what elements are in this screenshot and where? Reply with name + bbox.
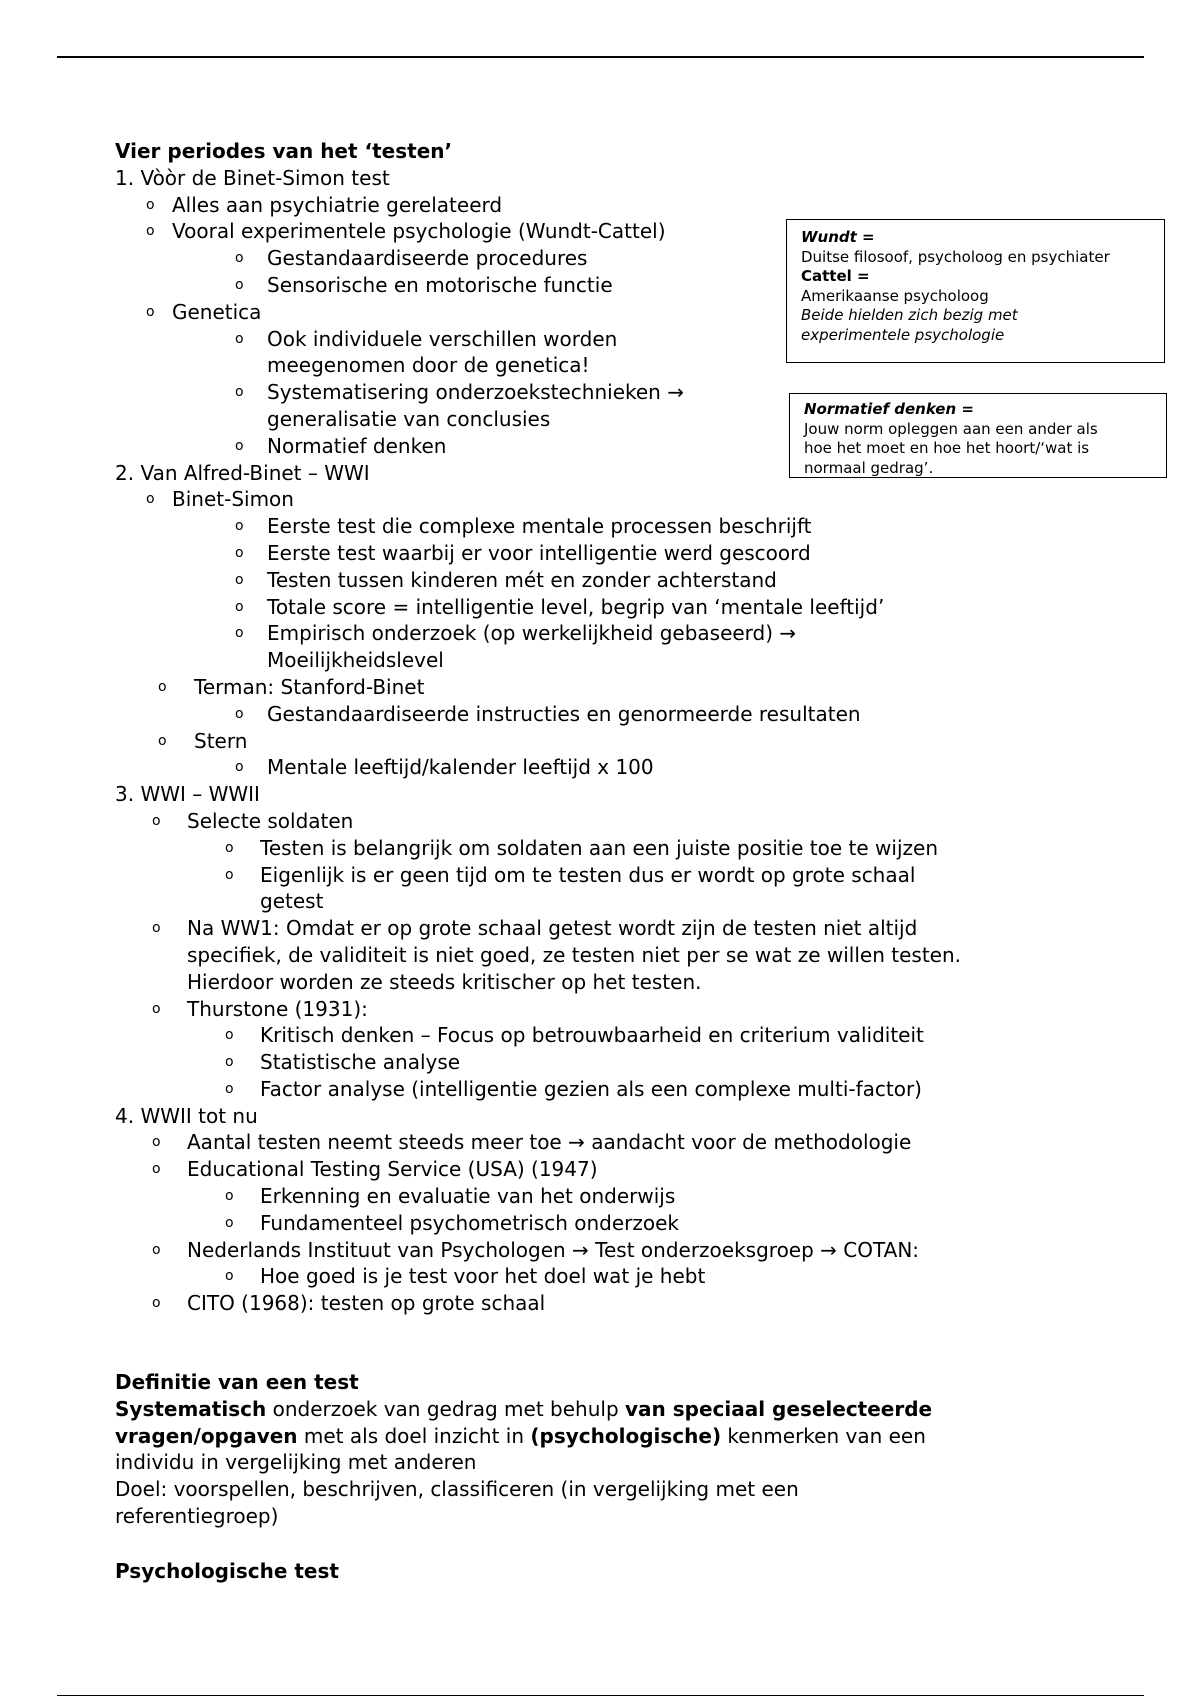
outline-text: Empirisch onderzoek (op werkelijkheid gebaseerd) → <box>267 621 797 646</box>
outline-line <box>115 1076 1041 1103</box>
bullet-circle-icon: o <box>235 250 244 267</box>
outline-text: getest <box>260 889 324 914</box>
bullet-circle-icon: o <box>152 812 161 829</box>
section-heading-periodes: Vier periodes van het ‘testen’ <box>115 139 453 163</box>
outline-text: 3. WWI – WWII <box>115 782 260 807</box>
outline-text: Ook individuele verschillen worden <box>267 326 618 351</box>
outline-text: Nederlands Instituut van Psychologen → Test onderzoeksgroep → COTAN: <box>187 1237 920 1262</box>
bullet-circle-icon: o <box>225 1188 234 1205</box>
bullet-circle-icon: o <box>146 223 155 240</box>
outline-line <box>115 1156 1041 1183</box>
outline-line <box>115 1290 1041 1317</box>
outline-text: CITO (1968): testen op grote schaal <box>187 1291 546 1316</box>
outline-text: Stern <box>194 728 248 753</box>
outline-text: Genetica <box>172 299 262 324</box>
bullet-circle-icon: o <box>146 491 155 508</box>
bullet-circle-icon: o <box>225 1080 234 1097</box>
outline-text: 4. WWII tot nu <box>115 1103 258 1128</box>
note-text-normatief-1: Jouw norm opleggen aan een ander als <box>804 419 1098 438</box>
note-text-normatief-2: hoe het moet en hoe het hoort/‘wat is <box>804 439 1090 457</box>
outline-line <box>115 1022 1041 1049</box>
note-text-both-2: experimentele psychologie <box>801 325 1005 344</box>
header-rule <box>57 56 1144 58</box>
bullet-circle-icon: o <box>235 384 244 401</box>
outline-line <box>115 808 1041 835</box>
outline-line <box>115 1210 1041 1237</box>
outline-text: Normatief denken <box>267 433 447 458</box>
outline-text: 2. Van Alfred-Binet – WWI <box>115 460 370 485</box>
bullet-circle-icon: o <box>158 732 167 749</box>
bullet-circle-icon: o <box>146 196 155 213</box>
outline-line <box>115 1049 1041 1076</box>
outline-line <box>115 620 1041 647</box>
bullet-circle-icon: o <box>235 571 244 588</box>
bullet-circle-icon: o <box>152 1161 161 1178</box>
bullet-circle-icon: o <box>152 1295 161 1312</box>
outline-text: generalisatie van conclusies <box>267 406 551 431</box>
footer-rule <box>57 1695 1144 1696</box>
outline-text: Selecte soldaten <box>187 808 354 833</box>
outline-line <box>115 1237 1041 1264</box>
spacer <box>115 1530 1041 1558</box>
outline-line <box>115 969 1041 996</box>
outline-text: Eerste test die complexe mentale processen beschrijft <box>267 514 812 539</box>
outline-line <box>115 728 1041 755</box>
outline-text: Testen is belangrijk om soldaten aan een juiste positie toe te wijzen <box>260 835 938 860</box>
outline-line <box>115 1263 1041 1290</box>
bullet-circle-icon: o <box>235 544 244 561</box>
outline-line <box>115 1103 1041 1130</box>
bullet-circle-icon: o <box>158 678 167 695</box>
outline-text: Totale score = intelligentie level, begrip van ‘mentale leeftijd’ <box>267 594 885 619</box>
outline-text: Gestandaardiseerde procedures <box>267 246 588 271</box>
note-text-both-1: Beide hielden zich bezig met <box>801 306 1018 324</box>
spacer <box>115 1317 1041 1369</box>
outline-line <box>115 513 1041 540</box>
bullet-circle-icon: o <box>152 1000 161 1017</box>
note-text-cattel: Amerikaanse psycholoog <box>801 286 989 305</box>
note-label-normatief: Normatief denken = <box>804 400 974 418</box>
bullet-circle-icon: o <box>225 1054 234 1071</box>
outline-text: Eigenlijk is er geen tijd om te testen dus er wordt op grote schaal <box>260 862 916 887</box>
outline-line <box>115 781 1041 808</box>
outline-line <box>115 754 1041 781</box>
bullet-circle-icon: o <box>146 303 155 320</box>
outline-text: Systematisering onderzoekstechnieken → <box>267 380 684 405</box>
outline-text: Statistische analyse <box>260 1050 461 1075</box>
outline-text: Hierdoor worden ze steeds kritischer op het testen. <box>187 969 702 994</box>
bullet-circle-icon: o <box>225 866 234 883</box>
outline-line <box>115 567 1041 594</box>
sidebar-note-normatief-denken <box>789 393 1167 478</box>
bullet-circle-icon: o <box>235 598 244 615</box>
bullet-circle-icon: o <box>235 705 244 722</box>
bullet-circle-icon: o <box>235 625 244 642</box>
outline-line <box>115 996 1041 1023</box>
bullet-circle-icon: o <box>235 518 244 535</box>
outline-line <box>115 674 1041 701</box>
outline-text: meegenomen door de genetica! <box>267 353 590 378</box>
note-label-wundt: Wundt = <box>801 228 875 246</box>
outline-line <box>115 165 1041 192</box>
outline-line <box>115 888 1041 915</box>
outline-line <box>115 486 1041 513</box>
definition-line-5: referentiegroep) <box>115 1504 279 1529</box>
outline-line <box>115 1183 1041 1210</box>
bullet-circle-icon: o <box>225 1214 234 1231</box>
outline-line <box>115 192 1041 219</box>
definition-line-4: Doel: voorspellen, beschrijven, classificeren (in vergelijking met een <box>115 1477 799 1502</box>
bullet-circle-icon: o <box>152 1241 161 1258</box>
outline-line <box>115 701 1041 728</box>
outline-text: Thurstone (1931): <box>187 996 368 1021</box>
note-text-normatief-3: normaal gedrag’. <box>804 458 934 477</box>
outline-text: Moeilijkheidslevel <box>267 648 444 673</box>
note-text-wundt: Duitse filosoof, psycholoog en psychiater <box>801 247 1110 266</box>
outline-line <box>115 540 1041 567</box>
definition-line-2: vragen/opgaven met als doel inzicht in (psychologische) kenmerken van een <box>115 1423 926 1448</box>
bullet-circle-icon: o <box>235 759 244 776</box>
outline-text: Kritisch denken – Focus op betrouwbaarheid en criterium validiteit <box>260 1023 924 1048</box>
definition-line-3: individu in vergelijking met anderen <box>115 1450 477 1475</box>
outline-line <box>115 835 1041 862</box>
bullet-circle-icon: o <box>225 1268 234 1285</box>
bullet-circle-icon: o <box>225 1027 234 1044</box>
outline-line <box>115 862 1041 889</box>
outline-text: Mentale leeftijd/kalender leeftijd x 100 <box>267 755 654 780</box>
bullet-circle-icon: o <box>152 1134 161 1151</box>
bullet-circle-icon: o <box>235 276 244 293</box>
bullet-circle-icon: o <box>235 437 244 454</box>
sidebar-note-wundt-cattel <box>786 219 1165 363</box>
outline-text: Factor analyse (intelligentie gezien als een complexe multi-factor) <box>260 1076 922 1101</box>
outline-line <box>115 942 1041 969</box>
note-label-cattel: Cattel = <box>801 267 870 285</box>
outline-text: Eerste test waarbij er voor intelligentie werd gescoord <box>267 540 811 565</box>
outline-text: Fundamenteel psychometrisch onderzoek <box>260 1210 680 1235</box>
outline-text: Terman: Stanford-Binet <box>194 674 425 699</box>
outline-text: Educational Testing Service (USA) (1947) <box>187 1157 598 1182</box>
outline-text: Gestandaardiseerde instructies en genormeerde resultaten <box>267 701 861 726</box>
outline-text: Hoe goed is je test voor het doel wat je hebt <box>260 1264 706 1289</box>
outline-text: Testen tussen kinderen mét en zonder achterstand <box>267 567 777 592</box>
section-heading-definitie: Definitie van een test <box>115 1370 359 1395</box>
outline-text: Sensorische en motorische functie <box>267 272 613 297</box>
outline-text: Binet-Simon <box>172 487 294 512</box>
outline-text: Alles aan psychiatrie gerelateerd <box>172 192 503 217</box>
outline-text: Aantal testen neemt steeds meer toe → aandacht voor de methodologie <box>187 1130 912 1155</box>
outline-line <box>115 647 1041 674</box>
bullet-circle-icon: o <box>152 920 161 937</box>
outline-line <box>115 594 1041 621</box>
outline-text: 1. Vòòr de Binet-Simon test <box>115 165 390 190</box>
bullet-circle-icon: o <box>235 330 244 347</box>
outline-text: Erkenning en evaluatie van het onderwijs <box>260 1184 676 1209</box>
bullet-circle-icon: o <box>225 839 234 856</box>
section-heading-psychologische-test: Psychologische test <box>115 1558 339 1583</box>
outline-line <box>115 915 1041 942</box>
outline-text: Na WW1: Omdat er op grote schaal getest wordt zijn de testen niet altijd <box>187 916 918 941</box>
outline-text: Vooral experimentele psychologie (Wundt-Cattel) <box>172 219 666 244</box>
outline-line <box>115 1129 1041 1156</box>
outline-text: specifiek, de validiteit is niet goed, ze testen niet per se wat ze willen testen. <box>187 942 961 967</box>
definition-line-1: Systematisch onderzoek van gedrag met behulp van speciaal geselecteerde <box>115 1396 933 1421</box>
